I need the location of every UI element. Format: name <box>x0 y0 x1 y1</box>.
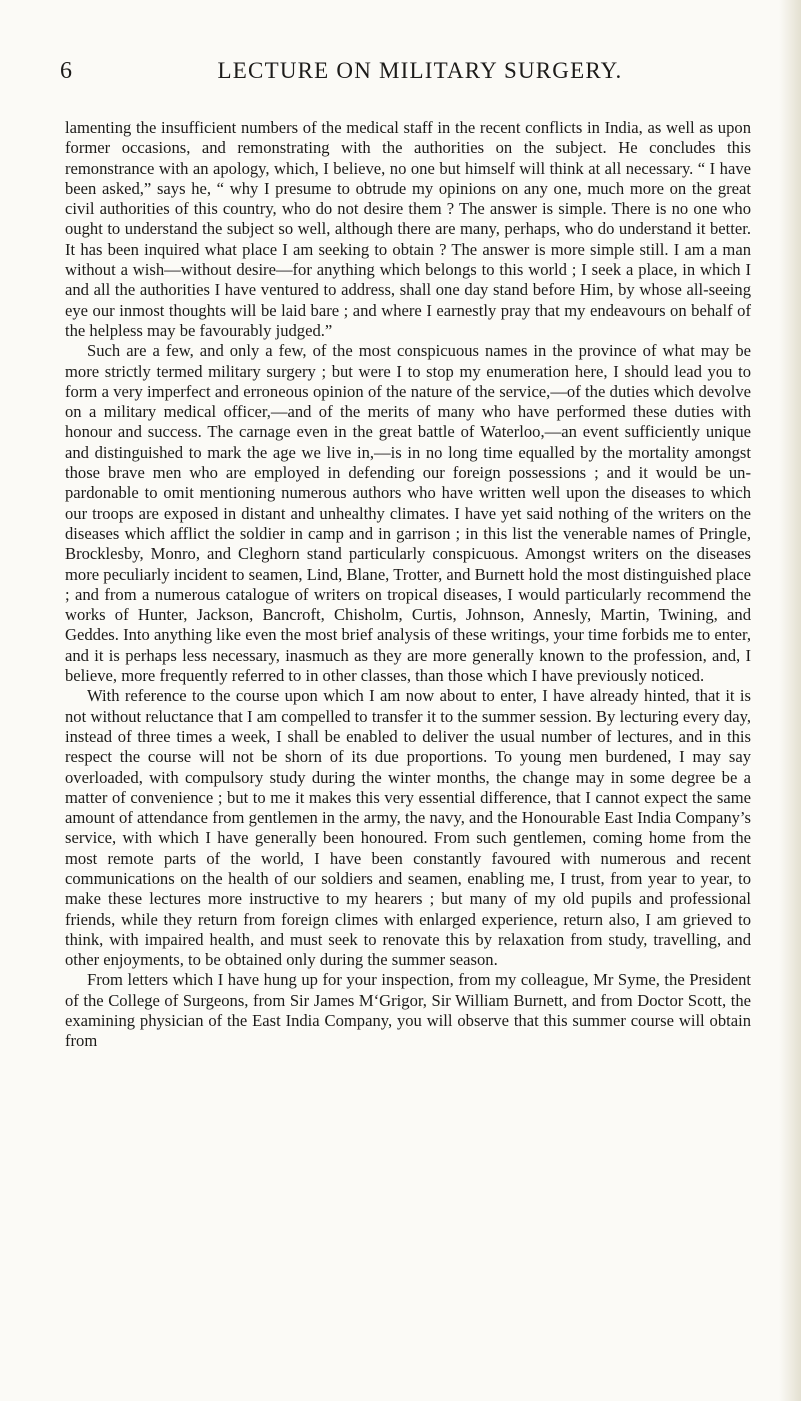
page-number: 6 <box>60 58 72 84</box>
paragraph-2: Such are a few, and only a few, of the most conspicuous names in the province of what may be more strictly termed military surgery ; but were I to stop my enumeration here, I should lead you to form a very imperfect and erroneous opinion of the nature of the service,—of the duties which devolve on a military medical officer,—and of the merits of many who have performed these duties with honour and success. The carnage even in the great battle of Waterloo,—an event sufficiently unique and distinguished to mark the age we live in,—is in no long time equalled by the mortality amongst those brave men who are employed in defending our foreign possessions ; and it would be unpardonable to omit mentioning numerous authors who have written well upon the diseases to which our troops are exposed in distant and unhealthy climates. I have yet said nothing of the writers on the diseases which afflict the soldier in camp and in garrison ; in this list the venerable names of Pringle, Brocklesby, Monro, and Cleghorn stand particularly conspicuous. Amongst writers on the diseases more peculiarly incident to seamen, Lind, Blane, Trotter, and Burnett hold the most distinguished place ; and from a numerous catalogue of writers on tropical diseases, I would particularly recommend the works of Hunter, Jackson, Bancroft, Chisholm, Curtis, Johnson, Annesly, Martin, Twining, and Geddes. Into anything like even the most brief analysis of these writings, your time forbids me to enter, and it is perhaps less necessary, inasmuch as they are more generally known to the profession, and, I believe, more frequently referred to in other classes, than those which I have previously noticed. <box>65 341 751 686</box>
paragraph-4: From letters which I have hung up for your inspection, from my colleague, Mr Syme, the President of the College of Surgeons, from Sir James M‘Grigor, Sir William Burnett, and from Doctor Scott, the examining physician of the East India Company, you will observe that this summer course will obtain from <box>65 970 751 1051</box>
page-edge-shadow <box>779 0 801 1401</box>
body-text <box>65 118 751 1052</box>
paragraph-1: lamenting the insufficient numbers of the medical staff in the recent conflicts in India, as well as upon former occasions, and remonstrating with the authorities on the subject. He concludes this remonstrance with an apology, which, I believe, no one but himself will think at all necessary. “ I have been asked,” says he, “ why I presume to obtrude my opinions on any one, much more on the great civil authorities of this country, who do not desire them ? The answer is simple. There is no one who ought to understand the subject so well, although there are many, perhaps, who do understand it better. It has been inquired what place I am seeking to obtain ? The answer is more simple still. I am a man without a wish—without desire—for anything which belongs to this world ; I seek a place, in which I and all the authorities I have ventured to address, shall one day stand before Him, by whose all-seeing eye our inmost thoughts will be laid bare ; and where I earnestly pray that my endeavours on behalf of the helpless may be favourably judged.” <box>65 118 751 340</box>
paragraph-3: With reference to the course upon which I am now about to enter, I have already hinted, that it is not without reluctance that I am compelled to transfer it to the summer session. By lecturing every day, instead of three times a week, I shall be enabled to deliver the usual number of lectures, and in this respect the course will not be shorn of its due proportions. To young men burdened, I may say overloaded, with compulsory study during the winter months, the change may in some degree be a matter of convenience ; but to me it makes this very essential difference, that I cannot expect the same amount of attendance from gentlemen in the army, the navy, and the Honourable East India Company’s service, with which I have generally been honoured. From such gentlemen, coming home from the most remote parts of the world, I have been constantly favoured with numerous and recent communications on the health of our soldiers and seamen, enabling me, I trust, from year to year, to make these lectures more instructive to my hearers ; but many of my old pupils and professional friends, while they return from foreign climes with enlarged experience, return also, I am grieved to think, with impaired health, and must seek to renovate this by relaxation from study, travelling, and other enjoyments, to be obtained only during the summer season. <box>65 686 751 970</box>
running-title: LECTURE ON MILITARY SURGERY. <box>217 58 623 83</box>
